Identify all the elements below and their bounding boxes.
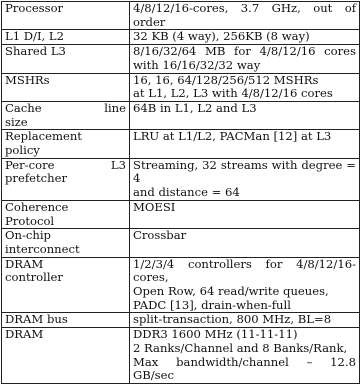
table-row-mshrs [2, 73, 360, 101]
param-text: Cache line [5, 100, 126, 115]
value-cell [130, 101, 360, 129]
param-text: size [5, 114, 28, 129]
table-row-dram-controller [2, 257, 360, 313]
value-text: 32 KB (4 way), 256KB (8 way) [133, 29, 310, 44]
value-text: cores, [133, 270, 169, 285]
param-cell [2, 130, 130, 158]
param-cell [2, 45, 130, 73]
value-text: LRU at L1/L2, PACMan [12] at L3 [133, 129, 332, 144]
param-text: Per-core L3 [5, 157, 126, 172]
value-cell [130, 30, 360, 45]
table-row-dram-bus [2, 313, 360, 328]
param-cell [2, 158, 130, 200]
param-text: Shared L3 [5, 44, 66, 59]
table-row-on-chip-interconnect [2, 229, 360, 257]
param-cell [2, 257, 130, 313]
value-cell [130, 73, 360, 101]
param-text: prefetcher [5, 171, 67, 186]
value-text: 4/8/12/16-cores, 3.7 GHz, out of order [133, 1, 356, 29]
table-row-shared-l3 [2, 45, 360, 73]
value-text: 1/2/3/4 controllers for 4/8/12/16- [133, 256, 356, 271]
value-text: Streaming, 32 streams with degree = 4 [133, 157, 356, 186]
table-row-coherence-protocol [2, 200, 360, 228]
param-text: policy [5, 143, 40, 158]
value-cell [130, 200, 360, 228]
value-text: with 16/16/32/32 way [133, 57, 261, 72]
table-row-replacement-policy [2, 130, 360, 158]
value-cell [130, 328, 360, 384]
value-text: 16, 16, 64/128/256/512 MSHRs [133, 72, 319, 87]
param-text: interconnect [5, 241, 80, 256]
param-cell [2, 200, 130, 228]
value-text: 8/16/32/64 MB for 4/8/12/16 cores [133, 44, 356, 59]
param-cell [2, 328, 130, 384]
value-text: 2 Ranks/Channel and 8 Banks/Rank, [133, 340, 348, 355]
param-cell [2, 229, 130, 257]
table-row-l3-prefetcher [2, 158, 360, 200]
param-text: DRAM bus [5, 312, 68, 327]
param-cell [2, 313, 130, 328]
value-cell [130, 45, 360, 73]
param-text: MSHRs [5, 72, 50, 87]
param-text: Replacement [5, 129, 82, 144]
param-text: DRAM [5, 256, 44, 271]
value-cell [130, 313, 360, 328]
value-text: 64B in L1, L2 and L3 [133, 100, 257, 115]
param-text: Coherence [5, 199, 69, 214]
param-text: L1 D/I, L2 [5, 29, 64, 44]
value-text: PADC [13], drain-when-full [133, 297, 291, 312]
value-text: and distance = 64 [133, 185, 240, 200]
table-body [2, 2, 360, 384]
param-text: controller [5, 270, 63, 285]
param-text: Protocol [5, 213, 55, 228]
value-cell [130, 2, 360, 30]
param-cell [2, 73, 130, 101]
value-cell [130, 158, 360, 200]
param-text: On-chip [5, 228, 51, 243]
value-cell [130, 257, 360, 313]
value-text: split-transaction, 800 MHz, BL=8 [133, 312, 332, 327]
param-cell [2, 30, 130, 45]
value-text: at L1, L2, L3 with 4/8/12/16 cores [133, 86, 333, 101]
param-text: Processor [5, 1, 64, 15]
value-text: DDR3 1600 MHz (11-11-11) [133, 327, 298, 342]
value-text: Crossbar [133, 228, 187, 243]
table-row-processor [2, 2, 360, 30]
value-cell [130, 130, 360, 158]
value-cell [130, 229, 360, 257]
value-text: MOESI [133, 199, 176, 214]
param-text: DRAM [5, 327, 44, 342]
table-row-cache-line-size [2, 101, 360, 129]
value-text: Open Row, 64 read/write queues, [133, 284, 329, 299]
param-cell [2, 2, 130, 30]
param-cell [2, 101, 130, 129]
table-row-l1-l2 [2, 30, 360, 45]
system-configuration-table [1, 1, 360, 384]
table-row-dram [2, 328, 360, 384]
value-text: Max bandwidth/channel – 12.8 GB/sec [133, 354, 356, 383]
